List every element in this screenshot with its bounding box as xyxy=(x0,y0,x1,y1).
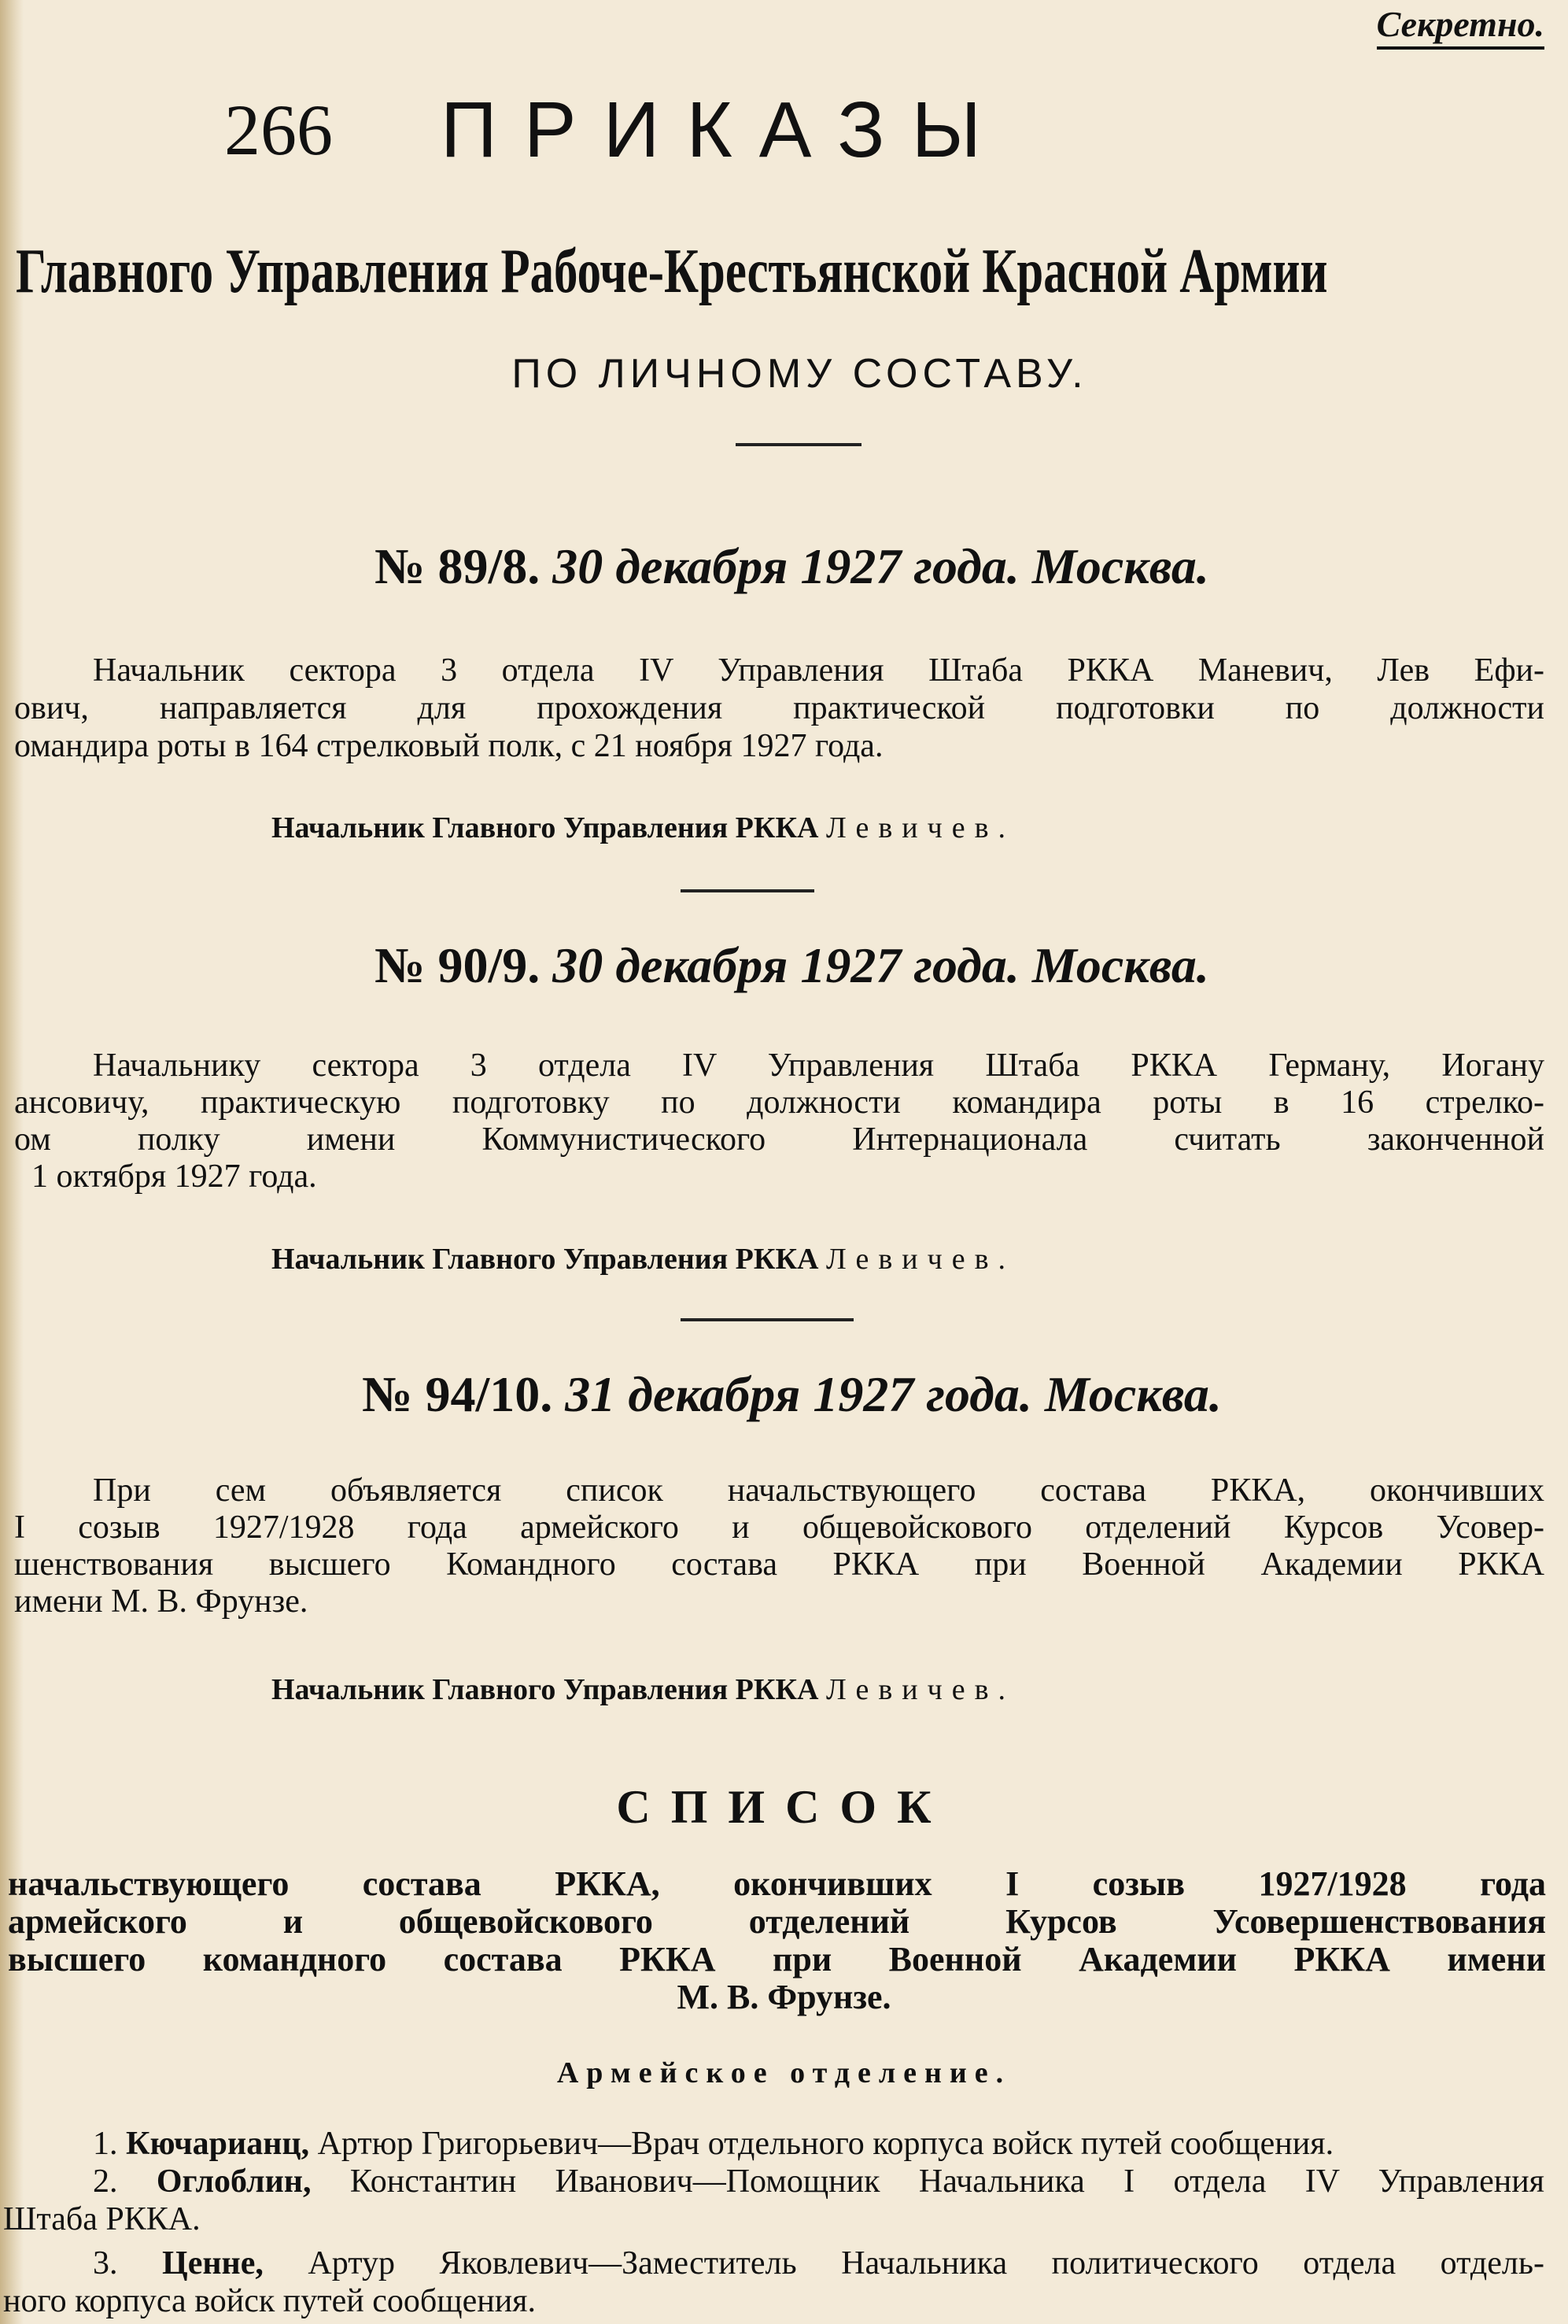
order-place: Москва. xyxy=(1031,937,1209,993)
list-heading-line: М. В. Фрунзе. xyxy=(677,1978,891,2016)
item-surname: Кючарианц, xyxy=(126,2126,310,2162)
item-description: Константин Иванович—Помощник Начальника I отдела IV Управления xyxy=(349,2163,1544,2200)
order-heading xyxy=(0,1365,1568,1424)
order-signature xyxy=(271,1242,1015,1277)
order-text-line: Начальнику сектора 3 отдела IV Управления Штаба РККА Герману, Иогану xyxy=(93,1047,1544,1084)
order-number: № 94/10. xyxy=(362,1366,553,1422)
order-text-line: шенствования высшего Командного состава РККА при Военной Академии РККА xyxy=(14,1546,1544,1583)
section-heading: Армейское отделение. xyxy=(556,2056,1012,2089)
signature-title: Начальник Главного Управления РККА xyxy=(271,1673,819,1706)
item-number: 2. xyxy=(93,2163,118,2200)
list-heading-line: высшего командного состава РККА при Военной Академии РККА имени xyxy=(8,1940,1546,1979)
item-description: Артюр Григорьевич—Врач отдельного корпуса войск путей сообщения. xyxy=(317,2126,1334,2162)
item-surname: Оглоблин, xyxy=(156,2163,312,2200)
order-text-line: При сем объявляется список начальствующего состава РККА, окончивших xyxy=(93,1472,1544,1509)
page-subtitle-2: ПО ЛИЧНОМУ СОСТАВУ. xyxy=(511,351,1088,397)
item-description: Артур Яковлевич—Заместитель Начальника политического отдела отдель- xyxy=(308,2245,1544,2282)
list-heading-line: начальствующего состава РККА, окончивших I созыв 1927/1928 года xyxy=(8,1864,1546,1903)
order-text-line: ом полку имени Коммунистического Интернационала считать законченной xyxy=(14,1121,1544,1158)
page-title: ПРИКАЗЫ xyxy=(441,86,1009,174)
signature-title: Начальник Главного Управления РККА xyxy=(271,1243,819,1276)
order-number: № 89/8. xyxy=(374,538,540,594)
order-text-line: имени М. В. Фрунзе. xyxy=(14,1583,308,1620)
order-text-line: I созыв 1927/1928 года армейского и общевойскового отделений Курсов Усовер- xyxy=(14,1509,1544,1546)
signer-name: Левичев. xyxy=(825,1673,1016,1706)
signature-title: Начальник Главного Управления РККА xyxy=(271,811,819,844)
order-date: 30 декабря 1927 года. xyxy=(552,538,1020,594)
signer-name: Левичев. xyxy=(825,1243,1016,1276)
order-heading xyxy=(0,538,1568,596)
divider xyxy=(736,443,861,446)
list-item xyxy=(93,2245,1544,2282)
order-text-line: ансовичу, практическую подготовку по должности командира роты в 16 стрелко- xyxy=(14,1084,1544,1121)
item-surname: Ценне, xyxy=(162,2245,264,2282)
list-item xyxy=(93,2163,1544,2200)
page-number: 266 xyxy=(224,90,333,170)
list-heading-line: армейского и общевойскового отделений Курсов Усовершенствования xyxy=(8,1902,1546,1941)
divider xyxy=(681,889,814,892)
list-item-continuation: ного корпуса войск путей сообщения. xyxy=(3,2283,536,2319)
order-place: Москва. xyxy=(1031,538,1209,594)
order-date: 30 декабря 1927 года. xyxy=(552,937,1020,993)
order-date: 31 декабря 1927 года. xyxy=(565,1366,1032,1422)
item-number: 3. xyxy=(93,2245,118,2282)
order-signature xyxy=(271,811,1015,845)
order-signature xyxy=(271,1672,1015,1707)
order-text-line: омандира роты в 164 стрелковый полк, с 21 ноября 1927 года. xyxy=(14,728,884,764)
secret-stamp: Секретно. xyxy=(1377,3,1544,50)
order-number: № 90/9. xyxy=(374,937,540,993)
order-text-line: ович, направляется для прохождения практической подготовки по должности xyxy=(14,690,1544,726)
order-text-line: 1 октября 1927 года. xyxy=(31,1158,317,1195)
order-heading xyxy=(0,937,1568,995)
order-place: Москва. xyxy=(1044,1366,1222,1422)
list-title: СПИСОК xyxy=(616,1781,952,1833)
list-item xyxy=(93,2125,1544,2163)
order-text-line: Начальник сектора 3 отдела IV Управления Штаба РККА Маневич, Лев Ефи- xyxy=(93,652,1544,689)
list-item-continuation: Штаба РККА. xyxy=(3,2201,201,2237)
page-subtitle: Главного Управления Рабоче-Крестьянской Красной Армии xyxy=(16,237,1328,306)
divider xyxy=(681,1318,854,1321)
item-number: 1. xyxy=(93,2126,118,2162)
signer-name: Левичев. xyxy=(825,811,1016,844)
